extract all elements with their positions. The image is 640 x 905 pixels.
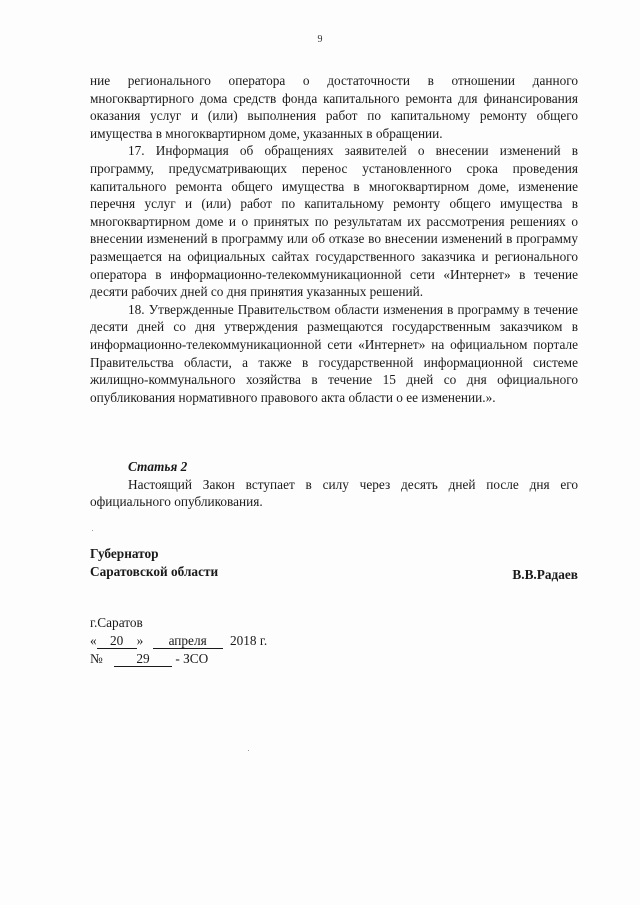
signatory-position-line2: Саратовской области	[90, 564, 219, 579]
date-open-quote: «	[90, 633, 97, 648]
signatory-name: В.В.Радаев	[512, 567, 578, 582]
date-close-quote: »	[136, 633, 144, 648]
date-year: 2018 г.	[229, 633, 268, 648]
scan-speck	[248, 750, 249, 751]
signature-row	[90, 563, 578, 584]
footer-number	[90, 650, 390, 668]
document-number: 29	[114, 651, 172, 667]
date-month: апреля	[153, 633, 223, 649]
number-sign: №	[90, 651, 103, 666]
paragraph-continuation: ние регионального оператора о достаточности в отношении данного многоквартирного дома средств фонда капитального ремонта для финансирования оказания услуг и (или) выполнения работ по капитальному ремонту общего имущества в многоквартирном доме, указанных в обращении.	[90, 73, 578, 141]
date-day: 20	[97, 633, 137, 649]
paragraph-17: 17. Информация об обращениях заявителей о внесении изменений в программу, предусматривающих перенос установленного срока проведения капитального ремонта общего имущества в многоквартирном доме, изменение перечня услуг и (или) работ по капитальному ремонту общего имущества в многоквартирном доме и о принятых по результатам их рассмотрения решениях о внесении изменений в программу или об отказе во внесении изменений в программу размещается на официальных сайтах государственного заказчика и регионального оператора в информационно-телекоммуникационной сети «Интернет» в течение десяти рабочих дней со дня принятия указанных решений.	[90, 143, 578, 300]
footer-date	[90, 632, 390, 650]
page-number: 9	[317, 34, 323, 45]
article-2	[90, 458, 578, 511]
footer-city: г.Саратов	[90, 615, 143, 630]
signatory-position-line1: Губернатор	[90, 546, 159, 561]
document-footer	[90, 614, 390, 668]
paragraph-18: 18. Утвержденные Правительством области изменения в программу в течение десяти дней со дня утверждения размещаются государственным заказчиком в информационно-телекоммуникационной сети «Интернет» на официальном портале Правительства области, а также в государственной информационной системе жилищно-коммунального хозяйства в течение 15 дней со дня официального опубликования нормативного правового акта области о ее изменении.».	[90, 301, 578, 405]
law-text-body	[90, 72, 578, 406]
article-title: Статья 2	[128, 459, 188, 474]
number-suffix: - ЗСО	[175, 651, 209, 666]
article-text: Настоящий Закон вступает в силу через десять дней после дня его официального опубликования.	[90, 476, 578, 510]
scan-speck	[92, 530, 93, 531]
signature-block	[90, 545, 578, 584]
